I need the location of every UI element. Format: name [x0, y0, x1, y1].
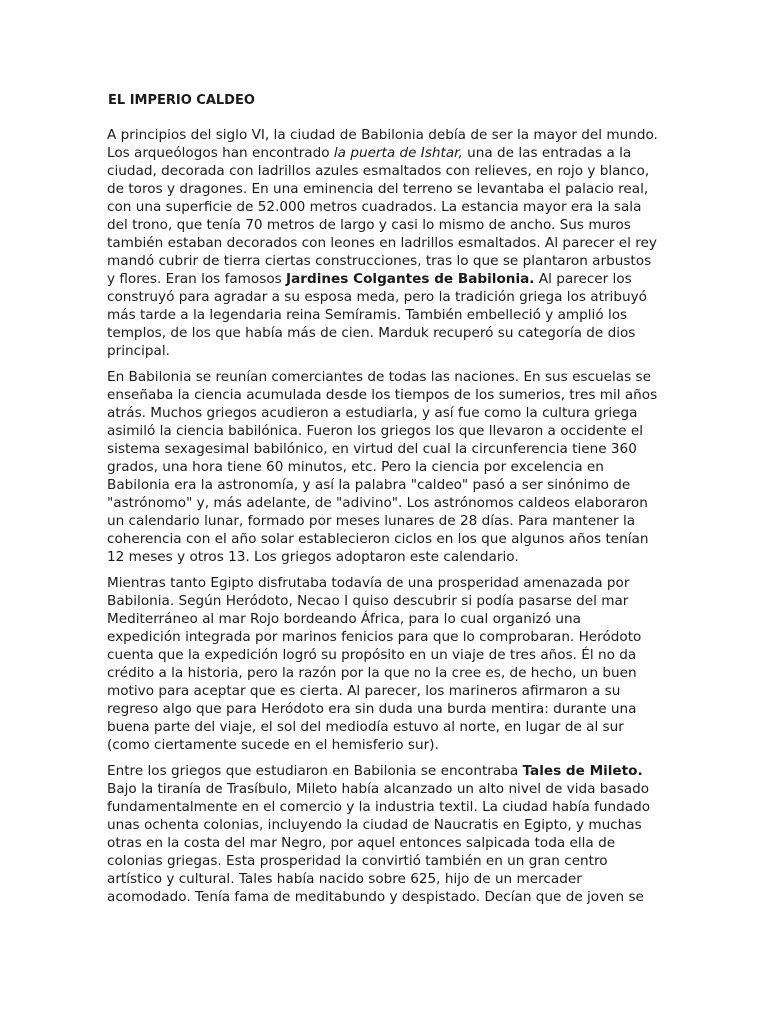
text-run: Entre los griegos que estudiaron en Babilonia se encontraba [107, 763, 523, 779]
paragraph-4 [107, 762, 659, 906]
bold-text-run: Tales de Mileto. [522, 763, 643, 779]
text-run: Bajo la tiranía de Trasíbulo, Mileto había alcanzado un alto nivel de vida basado fundamentalmente en el comercio y la industria textil. La ciudad había fundado unas ochenta colonias, incluyendo la ciudad de Naucratis en Egipto, y muchas otras en la costa del mar Negro, por aquel entonces salpicada toda ella de colonias griegas. Esta prosperidad la convirtió también en un gran centro artístico y cultural. Tales había nacido sobre 625, hijo de un mercader acomodado. Tenía fama de meditabundo y despistado. Decían que de joven se [107, 781, 651, 905]
paragraph-1 [107, 126, 659, 360]
text-run: En Babilonia se reunían comerciantes de todas las naciones. En sus escuelas se enseñaba la ciencia acumulada desde los tiempos de los sumerios, tres mil años atrás. Muchos griegos acudieron a estudiarla, y así fue como la cultura griega asimiló la ciencia babilónica. Fueron los griegos los que llevaron a occidente el sistema sexagesimal babilónico, en virtud del cual la circunferencia tiene 360 grados, una hora tiene 60 minutos, etc. Pero la ciencia por excelencia en Babilonia era la astronomía, y así la palabra "caldeo" pasó a ser sinónimo de "astrónomo" y, más adelante, de "adivino". Los astrónomos caldeos elaboraron un calendario lunar, formado por meses lunares de 28 días. Para mantener la coherencia con el año solar establecieron ciclos en los que algunos años tenían 12 meses y otros 13. Los griegos adoptaron este calendario. [107, 369, 658, 565]
paragraph-2 [107, 368, 659, 566]
document-page [107, 92, 659, 914]
text-run: A principios del siglo VI, la ciudad de Babilonia debía de ser la mayor del mundo. Los arqueólogos han encontrado [107, 127, 658, 161]
italic-text-run: la puerta de Ishtar, [333, 145, 463, 161]
text-run: una de las entradas a la ciudad, decorada con ladrillos azules esmaltados con relieves, en rojo y blanco, de toros y dragones. En una eminencia del terreno se levantaba el palacio real, con una superficie de 52.000 metros cuadrados. La estancia mayor era la sala del trono, que tenía 70 metros de largo y casi lo mismo de ancho. Sus muros también estaban decorados con leones en ladrillos esmaltados. Al parecer el rey mandó cubrir de tierra ciertas construcciones, tras lo que se plantaron arbustos y flores. Eran los famosos [107, 145, 657, 287]
document-title: EL IMPERIO CALDEO [108, 93, 255, 108]
bold-text-run: Jardines Colgantes de Babilonia. [286, 271, 535, 287]
text-run: Al parecer los construyó para agradar a su esposa meda, pero la tradición griega los atribuyó más tarde a la legendaria reina Semíramis. También embelleció y amplió los templos, de los que había más de cien. Marduk recuperó su categoría de dios principal. [107, 271, 647, 359]
paragraph-3 [107, 574, 659, 754]
text-run: Mientras tanto Egipto disfrutaba todavía de una prosperidad amenazada por Babilonia. Según Heródoto, Necao I quiso descubrir si podía pasarse del mar Mediterráneo al mar Rojo bordeando África, para lo cual organizó una expedición integrada por marinos fenicios para que lo comprobaran. Heródoto cuenta que la expedición logró su propósito en un viaje de tres años. Él no da crédito a la historia, pero la razón por la que no la cree es, de hecho, un buen motivo para aceptar que es cierta. Al parecer, los marineros afirmaron a su regreso algo que para Heródoto era sin duda una burda mentira: durante una buena parte del viaje, el sol del mediodía estuvo al norte, en lugar de al sur (como ciertamente sucede en el hemisferio sur). [107, 575, 642, 753]
